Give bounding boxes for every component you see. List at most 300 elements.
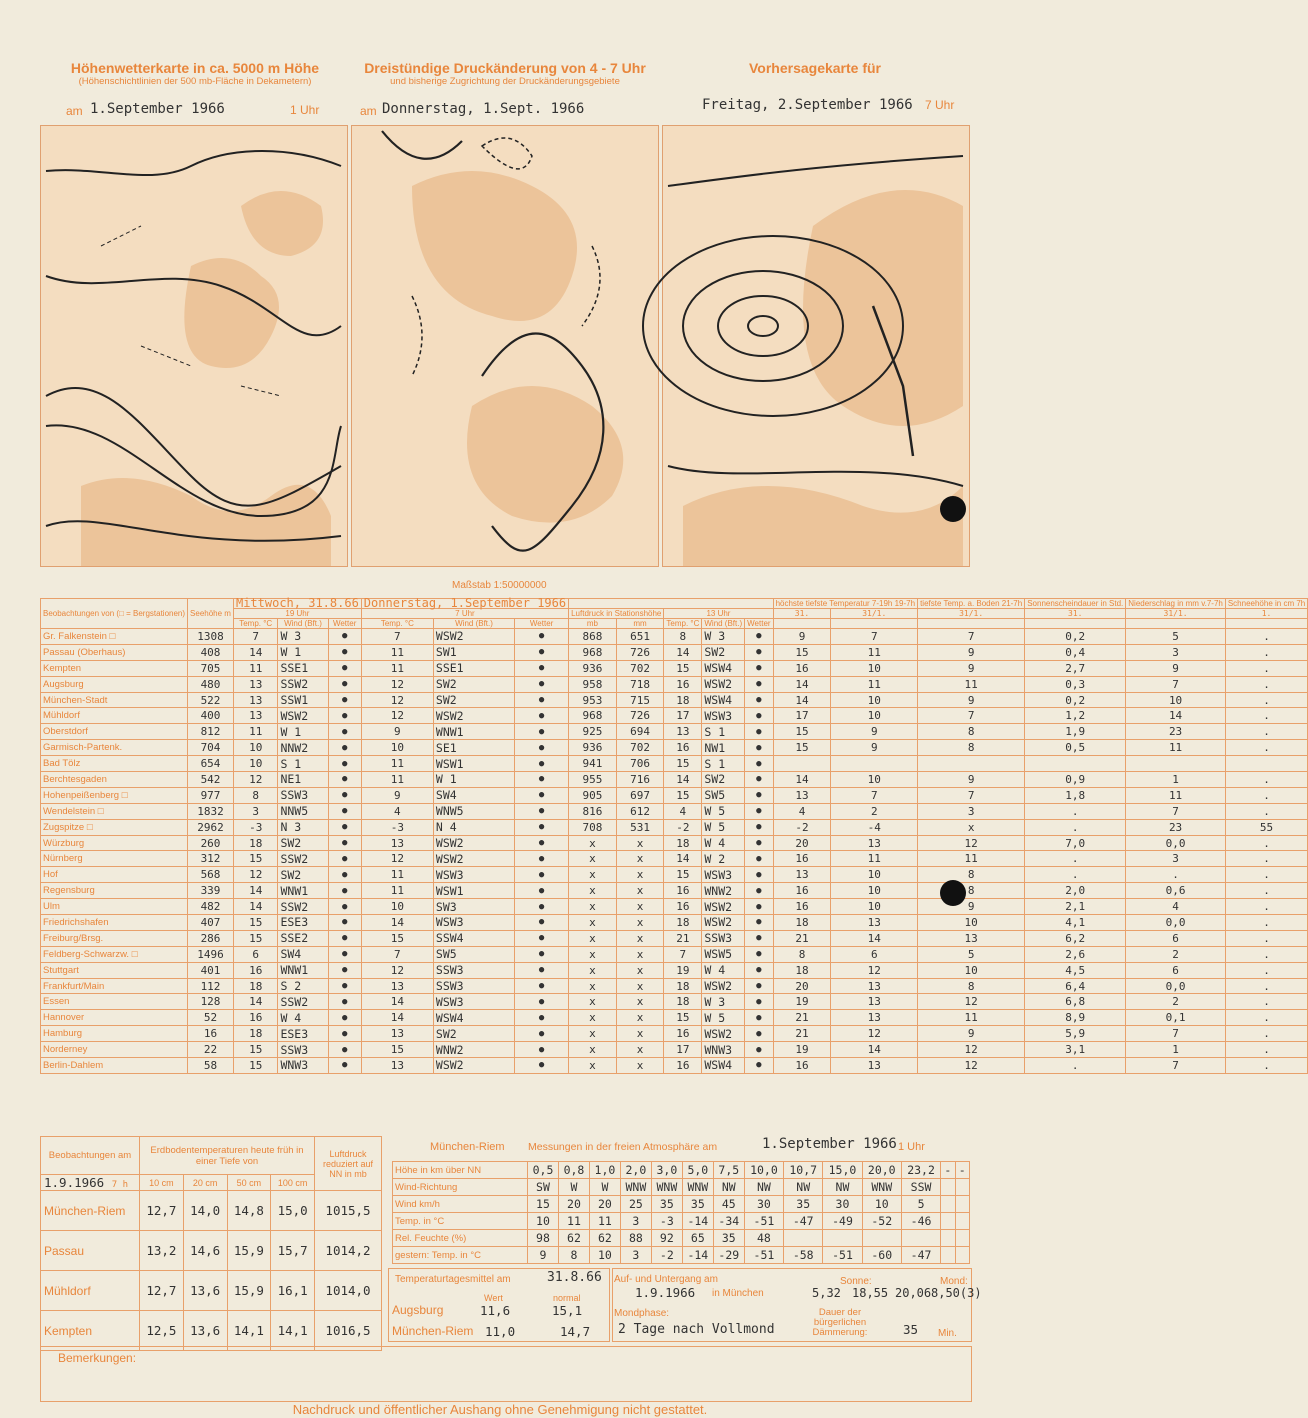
station-name: Mühldorf [41, 708, 188, 724]
sunshine: 8,9 [1025, 1010, 1126, 1026]
wind-7h: WSW2 [433, 851, 514, 867]
temp-min: 9 [831, 724, 918, 740]
atm-value: 5 [901, 1196, 940, 1213]
pressure-mb: x [569, 1010, 617, 1026]
table-row [41, 978, 1308, 994]
temp-7h: -3 [361, 819, 433, 835]
precip: 1 [1126, 1042, 1226, 1058]
weather-13h: ● [745, 787, 773, 803]
h-d31c: 31. [1025, 609, 1126, 619]
wind-7h: SSW4 [433, 930, 514, 946]
snow: . [1225, 740, 1307, 756]
observation-table [40, 598, 1308, 1074]
weather-19h: ● [328, 644, 361, 660]
h-temp2: Temp. °C [361, 619, 433, 629]
soil-temp: 12,7 [140, 1191, 184, 1231]
snow: . [1225, 1042, 1307, 1058]
station-name: Hof [41, 867, 188, 883]
wind-7h: WSW2 [433, 629, 514, 645]
station-height: 407 [188, 915, 234, 931]
col-maxmin: höchste tiefste Temperatur 7-19h 19-7h [773, 599, 918, 609]
temp-max: 18 [773, 915, 831, 931]
table-row [41, 676, 1308, 692]
pressure-mm: x [616, 851, 664, 867]
pressure-mb: 958 [569, 676, 617, 692]
sunshine: 6,2 [1025, 930, 1126, 946]
atm-value: WNW [682, 1179, 713, 1196]
ground-min: x [918, 819, 1025, 835]
pressure-change-map-drawing [352, 126, 658, 566]
temp-min: 7 [831, 629, 918, 645]
temp-min: 10 [831, 867, 918, 883]
temp-7h: 11 [361, 644, 433, 660]
table-row [41, 756, 1308, 772]
map3-header [665, 60, 965, 76]
temp-7h: 12 [361, 851, 433, 867]
sunshine: . [1025, 819, 1126, 835]
snow: . [1225, 851, 1307, 867]
sunshine: 7,0 [1025, 835, 1126, 851]
weather-13h: ● [745, 994, 773, 1010]
map1-title: Höhenwetterkarte in ca. 5000 m Höhe [70, 60, 320, 76]
remarks-label: Bemerkungen: [58, 1351, 137, 1365]
atm-value: WNW [862, 1179, 901, 1196]
daily-mean-title: Temperaturtagesmittel am [395, 1274, 511, 1285]
precip: 3 [1126, 644, 1226, 660]
table-row [41, 915, 1308, 931]
depth-10: 10 cm [140, 1175, 184, 1191]
precip: 7 [1126, 676, 1226, 692]
temp-max: 21 [773, 1010, 831, 1026]
temp-max: 20 [773, 835, 831, 851]
wind-19h: SSW2 [278, 899, 328, 915]
weather-7h: ● [515, 1010, 569, 1026]
weather-13h: ● [745, 772, 773, 788]
atm-row-label: Höhe in km über NN [393, 1162, 528, 1179]
pressure-mm: x [616, 994, 664, 1010]
temp-max: 16 [773, 883, 831, 899]
wind-13h: W 3 [702, 994, 745, 1010]
atm-value: 35 [713, 1230, 744, 1247]
table-row [41, 835, 1308, 851]
scale-label: Maßstab 1:50000000 [452, 580, 547, 591]
day2-time13: 13 Uhr [664, 609, 773, 619]
temp-max: 8 [773, 946, 831, 962]
soil-pressure-header: Luftdruck reduziert auf NN in mb [315, 1137, 382, 1191]
moonset: 8,50(3) [931, 1286, 982, 1300]
soil-date: 1.9.1966 [44, 1175, 105, 1190]
table-row [41, 772, 1308, 788]
station-height: 52 [188, 1010, 234, 1026]
wind-19h: SSW3 [278, 787, 328, 803]
col-ground: tiefste Temp. a. Boden 21-7h [918, 599, 1025, 609]
soil-date-cell [41, 1175, 140, 1191]
weather-13h: ● [745, 644, 773, 660]
wind-7h: WNW1 [433, 724, 514, 740]
atm-value: -60 [862, 1247, 901, 1264]
map1-am: am [66, 104, 83, 118]
wind-13h: W 5 [702, 819, 745, 835]
soil-temp: 15,7 [271, 1231, 315, 1271]
station-height: 58 [188, 1058, 234, 1074]
station-name: Frankfurt/Main [41, 978, 188, 994]
ground-min: 10 [918, 915, 1025, 931]
station-height: 542 [188, 772, 234, 788]
daily-mean-h-normal: normal [553, 1293, 581, 1303]
sunset: 18,55 [852, 1286, 889, 1300]
map1-subtitle: (Höhenschichtlinien der 500 mb-Fläche in Dekametern) [78, 76, 312, 87]
snow: . [1225, 899, 1307, 915]
h-d31: 31. [773, 609, 831, 619]
isobar [668, 156, 963, 186]
pressure-mb: 968 [569, 644, 617, 660]
atm-value: 3 [620, 1213, 651, 1230]
temp-max: 15 [773, 740, 831, 756]
atm-row-label: Wind km/h [393, 1196, 528, 1213]
col-sun: Sonnenscheindauer in Std. [1025, 599, 1126, 609]
atm-value: NW [744, 1179, 783, 1196]
atm-row [393, 1196, 970, 1213]
sunrise: 5,32 [812, 1286, 841, 1300]
daily-mean-date: 31.8.66 [547, 1270, 602, 1285]
weather-7h: ● [515, 803, 569, 819]
depth-100: 100 cm [271, 1175, 315, 1191]
precip: 23 [1126, 724, 1226, 740]
sunshine: 0,2 [1025, 692, 1126, 708]
pressure-mm: x [616, 899, 664, 915]
station-name: Zugspitze □ [41, 819, 188, 835]
pressure-mm: x [616, 930, 664, 946]
weather-13h: ● [745, 1010, 773, 1026]
weather-13h: ● [745, 1026, 773, 1042]
atm-row-label: Wind-Richtung [393, 1179, 528, 1196]
weather-19h: ● [328, 930, 361, 946]
pressure-mb: x [569, 899, 617, 915]
precip: 2 [1126, 994, 1226, 1010]
snow: . [1225, 930, 1307, 946]
atm-value: 5,0 [682, 1162, 713, 1179]
wind-7h: SW4 [433, 787, 514, 803]
temp-19h: 12 [233, 772, 277, 788]
wind-13h: NW1 [702, 740, 745, 756]
pressure-change-map [351, 125, 659, 567]
daily-mean-name-1: München-Riem [392, 1324, 474, 1338]
isobar [718, 296, 808, 356]
station-height: 260 [188, 835, 234, 851]
atm-value: 15,0 [823, 1162, 862, 1179]
wind-7h: W 1 [433, 772, 514, 788]
temp-max: 21 [773, 930, 831, 946]
weather-19h: ● [328, 772, 361, 788]
wind-19h: ESE3 [278, 915, 328, 931]
weather-7h: ● [515, 867, 569, 883]
temp-max: 14 [773, 772, 831, 788]
weather-7h: ● [515, 692, 569, 708]
snow: . [1225, 676, 1307, 692]
pressure-mm: 651 [616, 629, 664, 645]
pressure-mb: 868 [569, 629, 617, 645]
atm-value: - [941, 1162, 955, 1179]
temp-min: 2 [831, 803, 918, 819]
remarks-box [40, 1346, 972, 1402]
wind-19h: WNW3 [278, 1058, 328, 1074]
wind-19h: SSW2 [278, 994, 328, 1010]
temp-min: 10 [831, 708, 918, 724]
ground-min: 9 [918, 899, 1025, 915]
ground-min: 8 [918, 724, 1025, 740]
sunshine: 2,0 [1025, 883, 1126, 899]
wind-19h: SSW3 [278, 1042, 328, 1058]
station-name: Essen [41, 994, 188, 1010]
wind-13h: WSW3 [702, 708, 745, 724]
snow: . [1225, 660, 1307, 676]
temp-19h: 14 [233, 994, 277, 1010]
snow: . [1225, 708, 1307, 724]
soil-row [41, 1231, 382, 1271]
station-height: 408 [188, 644, 234, 660]
weather-7h: ● [515, 772, 569, 788]
temp-19h: 15 [233, 1042, 277, 1058]
pressure-mm: 715 [616, 692, 664, 708]
ground-min: 12 [918, 1058, 1025, 1074]
temp-min: 10 [831, 883, 918, 899]
atm-value [955, 1179, 969, 1196]
precip: 0,6 [1126, 883, 1226, 899]
temp-19h: 7 [233, 629, 277, 645]
weather-19h: ● [328, 915, 361, 931]
snow: . [1225, 946, 1307, 962]
wind-13h: W 3 [702, 629, 745, 645]
sunshine: 4,1 [1025, 915, 1126, 931]
wind-13h: WSW2 [702, 1026, 745, 1042]
weather-13h: ● [745, 756, 773, 772]
temp-7h: 15 [361, 930, 433, 946]
pressure-mm: x [616, 1042, 664, 1058]
temp-7h: 7 [361, 629, 433, 645]
wind-19h: WNW1 [278, 962, 328, 978]
map2-title: Dreistündige Druckänderung von 4 - 7 Uhr [364, 60, 646, 76]
weather-13h: ● [745, 803, 773, 819]
ground-min: 11 [918, 676, 1025, 692]
station-name: Wendelstein □ [41, 803, 188, 819]
atm-value: -47 [901, 1247, 940, 1264]
temp-19h: 12 [233, 867, 277, 883]
table-row [41, 867, 1308, 883]
atm-value: 20 [589, 1196, 620, 1213]
wind-13h: W 2 [702, 851, 745, 867]
col-pressure-13h [569, 599, 773, 609]
wind-7h: WSW4 [433, 1010, 514, 1026]
pressure-mb: 953 [569, 692, 617, 708]
station-height: 128 [188, 994, 234, 1010]
temp-13h: 19 [664, 962, 702, 978]
wind-7h: N 4 [433, 819, 514, 835]
wind-19h: SSW1 [278, 692, 328, 708]
temp-max [773, 756, 831, 772]
table-row [41, 660, 1308, 676]
atm-value: SSW [901, 1179, 940, 1196]
temp-13h: 16 [664, 899, 702, 915]
h-d1: 1. [1225, 609, 1307, 619]
soil-pressure: 1014,0 [315, 1271, 382, 1311]
weather-19h: ● [328, 660, 361, 676]
temp-7h: 15 [361, 1042, 433, 1058]
temp-7h: 13 [361, 978, 433, 994]
temp-19h: 13 [233, 676, 277, 692]
temp-7h: 14 [361, 1010, 433, 1026]
sunshine: 0,3 [1025, 676, 1126, 692]
map2-header [355, 60, 655, 88]
temp-7h: 4 [361, 803, 433, 819]
atm-date: 1.September 1966 [762, 1136, 897, 1152]
wind-19h: SSE1 [278, 660, 328, 676]
day1-header: Mittwoch, 31.8.66 [233, 599, 361, 609]
temp-19h: -3 [233, 819, 277, 835]
weather-7h: ● [515, 756, 569, 772]
temp-19h: 11 [233, 660, 277, 676]
atm-value: -51 [744, 1213, 783, 1230]
snow: . [1225, 1058, 1307, 1074]
temp-19h: 13 [233, 692, 277, 708]
temp-19h: 18 [233, 1026, 277, 1042]
precip: 0,0 [1126, 978, 1226, 994]
pressure-mm: 718 [616, 676, 664, 692]
wind-19h: SSE2 [278, 930, 328, 946]
pressure-mm: 694 [616, 724, 664, 740]
weather-13h: ● [745, 740, 773, 756]
contour-line [46, 151, 341, 175]
station-name: Hannover [41, 1010, 188, 1026]
soil-row [41, 1191, 382, 1231]
temp-19h: 6 [233, 946, 277, 962]
atm-value: 10 [528, 1213, 559, 1230]
weather-13h: ● [745, 899, 773, 915]
wind-13h: SW5 [702, 787, 745, 803]
pressure-mb: 925 [569, 724, 617, 740]
soil-temp: 12,5 [140, 1311, 184, 1351]
weather-19h: ● [328, 883, 361, 899]
upper-air-map [40, 125, 348, 567]
wind-13h: WSW2 [702, 915, 745, 931]
soil-temp: 16,1 [271, 1271, 315, 1311]
temp-7h: 11 [361, 867, 433, 883]
pressure-mm: 702 [616, 740, 664, 756]
precip: 14 [1126, 708, 1226, 724]
wind-13h: W 5 [702, 1010, 745, 1026]
map3-title: Vorhersagekarte für [748, 60, 881, 76]
pressure-mb: 905 [569, 787, 617, 803]
temp-7h: 14 [361, 915, 433, 931]
h-wetter2: Wetter [515, 619, 569, 629]
snow: . [1225, 1026, 1307, 1042]
table-row [41, 851, 1308, 867]
temp-max: 15 [773, 724, 831, 740]
station-name: Friedrichshafen [41, 915, 188, 931]
temp-19h: 14 [233, 644, 277, 660]
table-row [41, 644, 1308, 660]
isallobar-dashed [482, 138, 532, 169]
sunshine: 0,4 [1025, 644, 1126, 660]
temp-7h: 12 [361, 962, 433, 978]
land-shapes [683, 190, 963, 566]
h-d311b: 31/1. [1126, 609, 1226, 619]
wind-7h: SW2 [433, 676, 514, 692]
temp-7h: 11 [361, 772, 433, 788]
temp-19h: 10 [233, 740, 277, 756]
pressure-mb: x [569, 994, 617, 1010]
weather-13h: ● [745, 851, 773, 867]
weather-19h: ● [328, 724, 361, 740]
atm-value: 7,5 [713, 1162, 744, 1179]
temp-min [831, 756, 918, 772]
temp-19h: 18 [233, 978, 277, 994]
ground-min: 11 [918, 851, 1025, 867]
atm-value: 35 [784, 1196, 823, 1213]
weather-7h: ● [515, 930, 569, 946]
weather-19h: ● [328, 851, 361, 867]
snow: . [1225, 692, 1307, 708]
pressure-mb: 936 [569, 660, 617, 676]
weather-13h: ● [745, 1042, 773, 1058]
pressure-mm: 726 [616, 644, 664, 660]
temp-13h: 18 [664, 994, 702, 1010]
wind-7h: WSW2 [433, 708, 514, 724]
temp-13h: 16 [664, 1058, 702, 1074]
soil-temp: 15,0 [271, 1191, 315, 1231]
temp-7h: 10 [361, 740, 433, 756]
wind-7h: SSE1 [433, 660, 514, 676]
atm-row-label: Rel. Feuchte (%) [393, 1230, 528, 1247]
col-snow: Schneehöhe in cm 7h [1225, 599, 1307, 609]
wind-19h: SW4 [278, 946, 328, 962]
station-name: Bad Tölz [41, 756, 188, 772]
station-height: 401 [188, 962, 234, 978]
precip: . [1126, 867, 1226, 883]
station-height: 339 [188, 883, 234, 899]
wind-13h: WSW2 [702, 899, 745, 915]
pressure-mb: 968 [569, 708, 617, 724]
station-name: Gr. Falkenstein □ [41, 629, 188, 645]
ground-min: 3 [918, 803, 1025, 819]
wind-19h: ESE3 [278, 1026, 328, 1042]
wind-13h: WSW4 [702, 660, 745, 676]
weather-19h: ● [328, 867, 361, 883]
wind-7h: WSW2 [433, 1058, 514, 1074]
temp-max: 16 [773, 899, 831, 915]
sunshine: 2,6 [1025, 946, 1126, 962]
table-row [41, 946, 1308, 962]
soil-temp: 14,1 [227, 1311, 271, 1351]
atm-value: 1,0 [589, 1162, 620, 1179]
table-row [41, 724, 1308, 740]
weather-19h: ● [328, 676, 361, 692]
map2-date: Donnerstag, 1.Sept. 1966 [382, 101, 585, 117]
weather-13h: ● [745, 978, 773, 994]
atm-value: W [558, 1179, 589, 1196]
depth-50: 50 cm [227, 1175, 271, 1191]
temp-19h: 16 [233, 1010, 277, 1026]
wind-19h: W 4 [278, 1010, 328, 1026]
temp-13h: 7 [664, 946, 702, 962]
station-height: 568 [188, 867, 234, 883]
h-d31b: 31/1. [918, 609, 1025, 619]
atm-value: WNW [620, 1179, 651, 1196]
punch-hole [940, 496, 966, 522]
wind-7h: WNW5 [433, 803, 514, 819]
pressure-mb: x [569, 915, 617, 931]
soil-pressure: 1016,5 [315, 1311, 382, 1351]
atm-value: NW [823, 1179, 862, 1196]
